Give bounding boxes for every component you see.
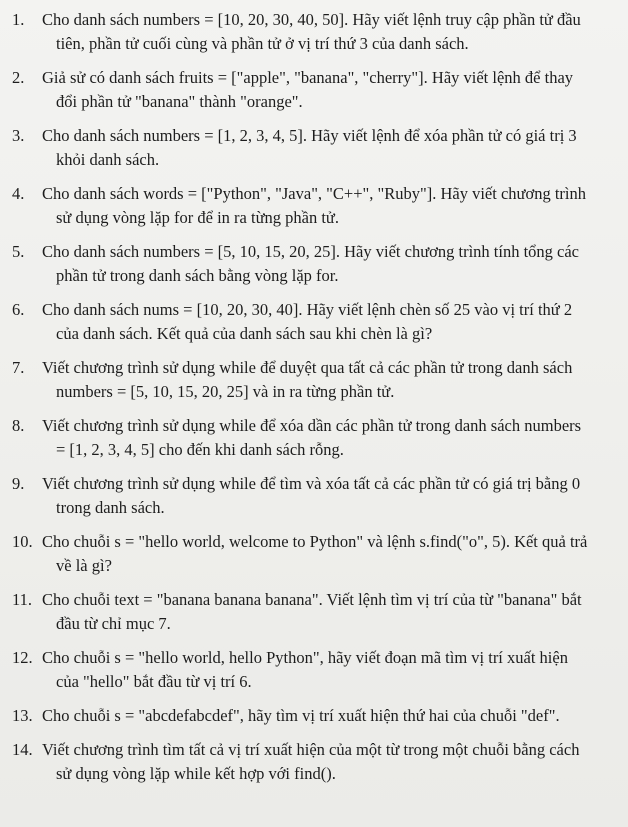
exercise-line: tiên, phần tử cuối cùng và phần tử ở vị trí thứ 3 của danh sách. (56, 34, 469, 53)
exercise-text (42, 646, 614, 694)
exercise-line: sử dụng vòng lặp for để in ra từng phần tử. (56, 208, 339, 227)
exercise-number: 9. (12, 474, 25, 493)
exercise-line: = [1, 2, 3, 4, 5] cho đến khi danh sách rỗng. (56, 440, 344, 459)
exercise-line: Viết chương trình sử dụng while để duyệt qua tất cả các phần tử trong danh sách (42, 358, 573, 377)
exercise-text (42, 414, 614, 462)
exercise-text (42, 588, 614, 636)
exercise-8 (12, 414, 614, 462)
exercise-7 (12, 356, 614, 404)
exercise-line: sử dụng vòng lặp while kết hợp với find(). (56, 764, 336, 783)
exercise-6 (12, 298, 614, 346)
exercise-text (42, 182, 614, 230)
exercise-line: Cho chuỗi s = "hello world, hello Python", hãy viết đoạn mã tìm vị trí xuất hiện (42, 648, 568, 667)
exercise-line: Cho chuỗi s = "abcdefabcdef", hãy tìm vị trí xuất hiện thứ hai của chuỗi "def". (42, 706, 560, 725)
exercise-text (42, 240, 614, 288)
exercise-number: 4. (12, 184, 25, 203)
exercise-text (42, 738, 614, 786)
exercise-text (42, 704, 614, 728)
exercise-number: 7. (12, 358, 25, 377)
exercise-line: Cho danh sách nums = [10, 20, 30, 40]. Hãy viết lệnh chèn số 25 vào vị trí thứ 2 (42, 300, 573, 319)
exercise-text (42, 472, 614, 520)
exercise-line: Cho danh sách numbers = [10, 20, 30, 40, 50]. Hãy viết lệnh truy cập phần tử đầu (42, 10, 581, 29)
exercise-1 (12, 8, 614, 56)
exercise-line: Cho chuỗi s = "hello world, welcome to Python" và lệnh s.find("o", 5). Kết quả trả (42, 532, 588, 551)
exercise-line: của danh sách. Kết quả của danh sách sau khi chèn là gì? (56, 324, 433, 343)
exercise-number: 11. (12, 590, 33, 609)
exercise-line: numbers = [5, 10, 15, 20, 25] và in ra từng phần tử. (56, 382, 395, 401)
exercise-line: Viết chương trình sử dụng while để tìm và xóa tất cả các phần tử có giá trị bằng 0 (42, 474, 581, 493)
exercise-number: 1. (12, 10, 25, 29)
exercise-text (42, 124, 614, 172)
exercise-2 (12, 66, 614, 114)
exercise-number: 12. (12, 648, 33, 667)
exercise-line: Giả sử có danh sách fruits = ["apple", "banana", "cherry"]. Hãy viết lệnh để thay (42, 68, 574, 87)
exercise-line: Viết chương trình tìm tất cả vị trí xuất hiện của một từ trong một chuỗi bằng cách (42, 740, 580, 759)
exercise-10 (12, 530, 614, 578)
exercise-line: Cho chuỗi text = "banana banana banana". Viết lệnh tìm vị trí của từ "banana" bắt (42, 590, 582, 609)
exercise-number: 13. (12, 706, 33, 725)
exercise-9 (12, 472, 614, 520)
exercise-14 (12, 738, 614, 786)
exercise-number: 8. (12, 416, 25, 435)
exercise-5 (12, 240, 614, 288)
exercise-line: Cho danh sách numbers = [5, 10, 15, 20, 25]. Hãy viết chương trình tính tổng các (42, 242, 579, 261)
exercise-line: đổi phần tử "banana" thành "orange". (56, 92, 303, 111)
exercise-number: 6. (12, 300, 25, 319)
exercise-text (42, 356, 614, 404)
exercise-text (42, 66, 614, 114)
exercise-3 (12, 124, 614, 172)
exercise-13 (12, 704, 614, 728)
exercise-number: 5. (12, 242, 25, 261)
exercise-line: Viết chương trình sử dụng while để xóa dần các phần tử trong danh sách numbers (42, 416, 582, 435)
exercise-list (12, 8, 614, 786)
exercise-4 (12, 182, 614, 230)
exercise-number: 14. (12, 740, 33, 759)
exercise-11 (12, 588, 614, 636)
exercise-line: của "hello" bắt đầu từ vị trí 6. (56, 672, 252, 691)
exercise-number: 2. (12, 68, 25, 87)
exercise-number: 10. (12, 532, 33, 551)
exercise-number: 3. (12, 126, 25, 145)
exercise-12 (12, 646, 614, 694)
exercise-text (42, 8, 614, 56)
exercise-line: phần tử trong danh sách bằng vòng lặp for. (56, 266, 339, 285)
exercise-text (42, 298, 614, 346)
exercise-line: về là gì? (56, 556, 112, 575)
exercise-line: trong danh sách. (56, 498, 165, 517)
exercise-text (42, 530, 614, 578)
exercise-line: Cho danh sách words = ["Python", "Java", "C++", "Ruby"]. Hãy viết chương trình (42, 184, 586, 203)
exercise-line: đầu từ chỉ mục 7. (56, 614, 171, 633)
exercise-line: Cho danh sách numbers = [1, 2, 3, 4, 5]. Hãy viết lệnh để xóa phần tử có giá trị 3 (42, 126, 577, 145)
exercise-line: khỏi danh sách. (56, 150, 160, 169)
